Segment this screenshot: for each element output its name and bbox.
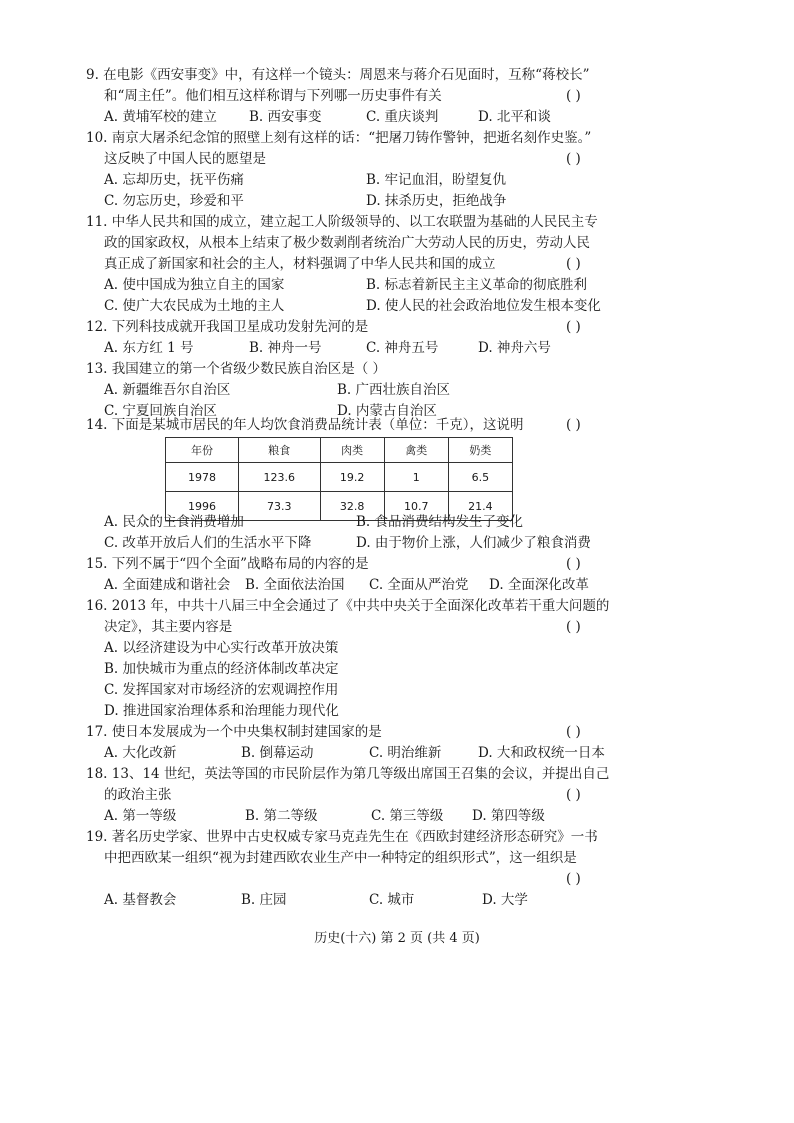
- table-header-cell: 年份: [166, 438, 239, 463]
- q12-option-a: A. 东方红 1 号: [104, 340, 194, 356]
- q19-answer-bracket: ( ): [566, 871, 581, 887]
- q12-option-b: B. 神舟一号: [249, 340, 322, 356]
- q16-stem-line1: 16. 2013 年，中共十八届三中全会通过了《中共中央关于全面深化改革若干重大问题的: [86, 598, 610, 614]
- q16-stem-line2: 决定》，其主要内容是: [104, 619, 233, 635]
- q12-option-c: C. 神舟五号: [366, 340, 439, 356]
- table-cell: 73.3: [238, 492, 320, 521]
- q17-option-c: C. 明治维新: [369, 745, 442, 761]
- q16-option-b: B. 加快城市为重点的经济体制改革决定: [104, 661, 339, 677]
- table-row: [166, 463, 513, 492]
- table-header-cell: 禽类: [384, 438, 448, 463]
- q19-option-b: B. 庄园: [241, 892, 287, 908]
- q11-stem-line1: 11. 中华人民共和国的成立，建立起工人阶级领导的、以工农联盟为基础的人民民主专: [86, 214, 598, 230]
- q15-option-b: B. 全面依法治国: [245, 577, 345, 593]
- q9-option-d: D. 北平和谈: [478, 109, 551, 125]
- table-cell: 21.4: [448, 492, 512, 521]
- q9-stem-line1: 9. 在电影《西安事变》中，有这样一个镜头：周恩来与蒋介石见面时，互称“蒋校长”: [86, 67, 590, 83]
- q19-option-d: D. 大学: [482, 892, 528, 908]
- table-cell: 1978: [166, 463, 239, 492]
- q17-option-b: B. 倒幕运动: [241, 745, 314, 761]
- table-cell: 123.6: [238, 463, 320, 492]
- q14-stem-line1: 14. 下面是某城市居民的年人均饮食消费品统计表（单位：千克），这说明: [86, 417, 524, 433]
- q10-stem-line2: 这反映了中国人民的愿望是: [104, 151, 266, 167]
- q9-option-a: A. 黄埔军校的建立: [104, 109, 217, 125]
- q12-stem-line1: 12. 下列科技成就开我国卫星成功发射先河的是: [86, 319, 369, 335]
- table-cell: 6.5: [448, 463, 512, 492]
- q19-stem-line1: 19. 著名历史学家、世界中古史权威专家马克垚先生在《西欧封建经济形态研究》一书: [86, 829, 598, 845]
- q18-option-a: A. 第一等级: [104, 808, 177, 824]
- q16-option-d: D. 推进国家治理体系和治理能力现代化: [104, 703, 339, 719]
- q11-answer-bracket: ( ): [566, 256, 581, 272]
- q13-stem-line1: 13. 我国建立的第一个省级少数民族自治区是（ ）: [86, 361, 387, 377]
- q19-option-a: A. 基督教会: [104, 892, 177, 908]
- q13-option-b: B. 广西壮族自治区: [337, 382, 451, 398]
- q10-answer-bracket: ( ): [566, 151, 581, 167]
- q17-option-a: A. 大化改新: [104, 745, 177, 761]
- q15-option-d: D. 全面深化改革: [489, 577, 589, 593]
- q19-stem-line2: 中把西欧某一组织“视为封建西欧农业生产中一种特定的组织形式”，这一组织是: [104, 850, 577, 866]
- table-cell: 1: [384, 463, 448, 492]
- q18-option-b: B. 第二等级: [245, 808, 318, 824]
- q18-option-d: D. 第四等级: [472, 808, 545, 824]
- q10-stem-line1: 10. 南京大屠杀纪念馆的照壁上刻有这样的话：“把屠刀铸作警钟，把逝名刻作史鉴。”: [86, 130, 592, 146]
- q12-option-d: D. 神舟六号: [478, 340, 551, 356]
- q14-option-d: D. 由于物价上涨，人们减少了粮食消费: [356, 535, 591, 551]
- q15-option-a: A. 全面建成和谐社会: [104, 577, 231, 593]
- q9-answer-bracket: ( ): [566, 88, 581, 104]
- q9-option-c: C. 重庆谈判: [366, 109, 439, 125]
- q19-option-c: C. 城市: [369, 892, 415, 908]
- q18-answer-bracket: ( ): [566, 787, 581, 803]
- q9-option-b: B. 西安事变: [249, 109, 322, 125]
- q11-option-a: A. 使中国成为独立自主的国家: [104, 277, 285, 293]
- q13-option-d: D. 内蒙古自治区: [337, 403, 437, 419]
- q11-stem-line3: 真正成了新国家和社会的主人，材料强调了中华人民共和国的成立: [104, 256, 496, 272]
- table-header-cell: 肉类: [320, 438, 384, 463]
- page-footer: 历史(十六) 第 2 页 (共 4 页): [314, 931, 480, 946]
- q14-option-a: A. 民众的主食消费增加: [104, 514, 244, 530]
- q12-answer-bracket: ( ): [566, 319, 581, 335]
- q16-option-c: C. 发挥国家对市场经济的宏观调控作用: [104, 682, 339, 698]
- table-cell: 10.7: [384, 492, 448, 521]
- table-cell: 1996: [166, 492, 239, 521]
- q14-answer-bracket: ( ): [566, 417, 581, 433]
- q13-option-c: C. 宁夏回族自治区: [104, 403, 217, 419]
- q13-option-a: A. 新疆维吾尔自治区: [104, 382, 231, 398]
- table-cell: 32.8: [320, 492, 384, 521]
- q9-stem-line2: 和“周主任”。他们相互这样称谓与下列哪一历史事件有关: [104, 88, 442, 104]
- q16-option-a: A. 以经济建设为中心实行改革开放决策: [104, 640, 339, 656]
- q11-stem-line2: 政的国家政权，从根本上结束了极少数剥削者统治广大劳动人民的历史，劳动人民: [104, 235, 590, 251]
- q10-option-d: D. 抹杀历史，拒绝战争: [366, 193, 507, 209]
- consumption-table: [165, 437, 513, 521]
- table-cell: 19.2: [320, 463, 384, 492]
- table-header-row: [166, 438, 513, 463]
- q17-stem-line1: 17. 使日本发展成为一个中央集权制封建国家的是: [86, 724, 382, 740]
- q11-option-d: D. 使人民的社会政治地位发生根本变化: [366, 298, 601, 314]
- q11-option-b: B. 标志着新民主主义革命的彻底胜利: [366, 277, 588, 293]
- q16-answer-bracket: ( ): [566, 619, 581, 635]
- q17-answer-bracket: ( ): [566, 724, 581, 740]
- q10-option-c: C. 勿忘历史，珍爱和平: [104, 193, 244, 209]
- q11-option-c: C. 使广大农民成为土地的主人: [104, 298, 285, 314]
- q14-option-c: C. 改革开放后人们的生活水平下降: [104, 535, 312, 551]
- table-header-cell: 粮食: [238, 438, 320, 463]
- q15-option-c: C. 全面从严治党: [369, 577, 469, 593]
- q10-option-a: A. 忘却历史，抚平伤痛: [104, 172, 244, 188]
- q10-option-b: B. 牢记血泪，盼望复仇: [366, 172, 507, 188]
- q18-stem-line2: 的政治主张: [104, 787, 172, 803]
- q15-answer-bracket: ( ): [566, 556, 581, 572]
- q18-option-c: C. 第三等级: [371, 808, 444, 824]
- q18-stem-line1: 18. 13、14 世纪，英法等国的市民阶层作为第几等级出席国王召集的会议，并提出自己: [86, 766, 610, 782]
- q17-option-d: D. 大和政权统一日本: [478, 745, 605, 761]
- q15-stem-line1: 15. 下列不属于“四个全面”战略布局的内容的是: [86, 556, 369, 572]
- q14-option-b: B. 食品消费结构发生了变化: [356, 514, 524, 530]
- table-header-cell: 奶类: [448, 438, 512, 463]
